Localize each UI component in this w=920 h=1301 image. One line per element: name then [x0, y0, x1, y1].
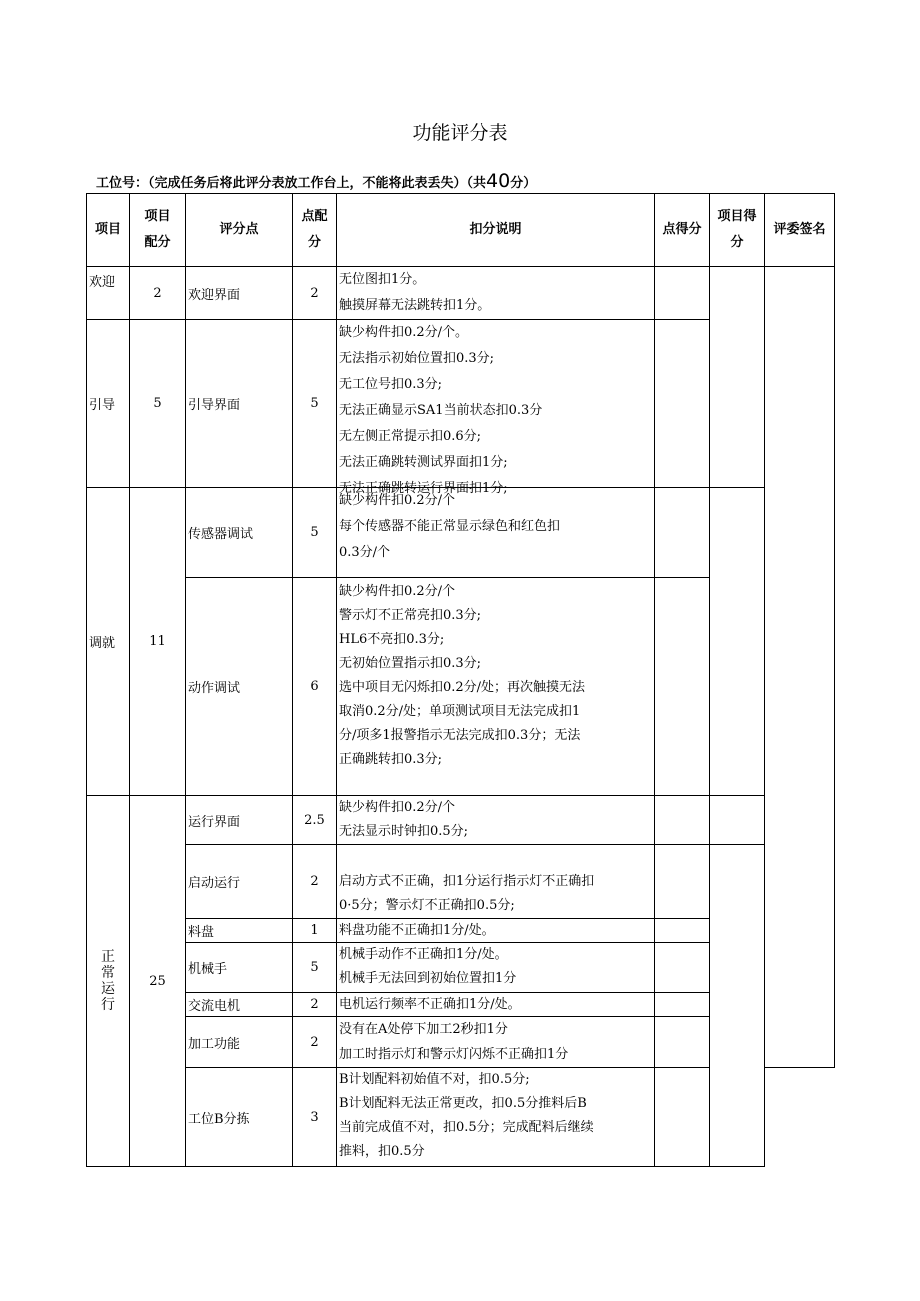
- desc-motor: [337, 993, 655, 1017]
- header-deduction: 扣分说明: [337, 194, 655, 267]
- subtitle-prefix: 工位号：（完成任务后将此评分表放工作台上，不能将此表丢失）（共: [96, 176, 487, 191]
- desc-line: 当前完成值不对，扣0.5分；完成配料后继续: [339, 1120, 594, 1135]
- desc-line: 电机运行频率不正确扣1分/处。: [339, 997, 521, 1012]
- desc-line: 取消0.2分/处；单项测试项目无法完成扣1: [339, 704, 581, 719]
- desc-line: 没有在A处停下加工2秒扣1分: [339, 1022, 508, 1037]
- desc-line: 无位图扣1分。: [339, 272, 426, 287]
- point-run-ui: 运行界面: [186, 796, 293, 845]
- point-got-cell[interactable]: [655, 578, 710, 796]
- desc-line: 缺少构件扣0.2分/个: [339, 493, 456, 508]
- desc-line: 加工时指示灯和警示灯闪烁不正确扣1分: [339, 1047, 569, 1062]
- item-got-cell[interactable]: [710, 796, 765, 845]
- header-item-score: 项目配分: [130, 194, 186, 267]
- point-got-cell[interactable]: [655, 796, 710, 845]
- item-got-cell[interactable]: [710, 267, 765, 488]
- point-run-ui-score: 2.5: [293, 796, 337, 845]
- desc-line: 正确跳转扣0.3分;: [339, 752, 443, 767]
- desc-robot: [337, 943, 655, 993]
- point-sensor: 传感器调试: [186, 488, 293, 578]
- header-row: [87, 194, 835, 267]
- judge-signature-cell[interactable]: [765, 267, 835, 1068]
- point-tray-score: 1: [293, 919, 337, 943]
- group-welcome-score: 2: [130, 267, 186, 320]
- group-debug: 调就: [87, 488, 130, 796]
- item-got-cell[interactable]: [710, 845, 765, 1167]
- point-motor-score: 2: [293, 993, 337, 1017]
- point-got-cell[interactable]: [655, 919, 710, 943]
- group-guide: 引导: [87, 320, 130, 488]
- desc-line: 启动方式不正确，扣1分运行指示灯不正确扣: [339, 874, 595, 889]
- desc-guide: [337, 320, 655, 496]
- desc-start: [337, 845, 655, 919]
- desc-line: 料盘功能不正确扣1分/处。: [339, 923, 495, 938]
- form-subtitle: [96, 170, 536, 192]
- desc-line: 无法指示初始位置扣0.3分;: [339, 351, 495, 366]
- point-start: 启动运行: [186, 845, 293, 919]
- point-got-cell[interactable]: [655, 488, 710, 578]
- desc-line: 分/项多1报警指示无法完成扣0.3分；无法: [339, 728, 581, 743]
- desc-line: 无左侧正常提示扣0.6分;: [339, 429, 482, 444]
- score-table: [86, 193, 835, 1167]
- point-welcome-score: 2: [293, 267, 337, 320]
- desc-line: 无法正确显示SA1当前状态扣0.3分: [339, 403, 543, 418]
- total-score: 40: [486, 170, 511, 192]
- group-run-score: 25: [130, 796, 186, 1167]
- point-got-cell[interactable]: [655, 267, 710, 320]
- desc-line: 缺少构件扣0.2分/个。: [339, 325, 469, 340]
- desc-line: HL6不亮扣0.3分;: [339, 632, 445, 647]
- table-row: [87, 845, 835, 919]
- header-item: 项目: [87, 194, 130, 267]
- point-process: 加工功能: [186, 1017, 293, 1068]
- subtitle-suffix: 分）: [510, 176, 537, 191]
- point-guide-score: 5: [293, 320, 337, 488]
- point-action-score: 6: [293, 578, 337, 796]
- desc-line: B计划配料无法正常更改，扣0.5分推料后B: [339, 1096, 587, 1111]
- table-row: [87, 267, 835, 320]
- point-motor: 交流电机: [186, 993, 293, 1017]
- header-item-got: 项目得分: [710, 194, 765, 267]
- point-got-cell[interactable]: [655, 1068, 710, 1167]
- desc-action: [337, 578, 655, 796]
- desc-line: 机械手无法回到初始位置扣1分: [339, 971, 517, 986]
- point-guide: 引导界面: [186, 320, 293, 488]
- point-got-cell[interactable]: [655, 943, 710, 993]
- desc-line: 0.3分/个: [339, 545, 391, 560]
- desc-line: 每个传感器不能正常显示绿色和红色扣: [339, 519, 561, 534]
- point-welcome: 欢迎界面: [186, 267, 293, 320]
- point-start-score: 2: [293, 845, 337, 919]
- group-run-label: 正常运行: [101, 949, 115, 1013]
- header-point-got: 点得分: [655, 194, 710, 267]
- group-run: [87, 796, 130, 1167]
- point-tray: 料盘: [186, 919, 293, 943]
- desc-line: 无工位号扣0.3分;: [339, 377, 443, 392]
- desc-sort-b: [337, 1068, 655, 1167]
- desc-welcome: [337, 267, 655, 320]
- desc-line: 缺少构件扣0.2分/个: [339, 800, 456, 815]
- desc-process: [337, 1017, 655, 1068]
- point-robot-score: 5: [293, 943, 337, 993]
- item-got-cell[interactable]: [710, 488, 765, 796]
- point-got-cell[interactable]: [655, 845, 710, 919]
- desc-line: 机械手动作不正确扣1分/处。: [339, 947, 508, 962]
- point-robot: 机械手: [186, 943, 293, 993]
- point-action: 动作调试: [186, 578, 293, 796]
- group-guide-score: 5: [130, 320, 186, 488]
- desc-line: 选中项目无闪烁扣0.2分/处；再次触摸无法: [339, 680, 586, 695]
- desc-line: 无法正确跳转测试界面扣1分;: [339, 455, 508, 470]
- point-got-cell[interactable]: [655, 320, 710, 488]
- header-judge: 评委签名: [765, 194, 835, 267]
- desc-line: 0·5分；警示灯不正确扣0.5分;: [339, 898, 515, 913]
- header-point: 评分点: [186, 194, 293, 267]
- point-sort-b-score: 3: [293, 1068, 337, 1167]
- desc-line: 无法正确跳转运行界面扣1分;: [339, 481, 508, 496]
- table-row: [87, 796, 835, 845]
- desc-line: 无法显示时钟扣0.5分;: [339, 824, 469, 839]
- group-welcome: 欢迎: [87, 267, 130, 320]
- desc-line: B计划配料初始值不对，扣0.5分;: [339, 1072, 530, 1087]
- group-debug-score: 11: [130, 488, 186, 796]
- page-title: 功能评分表: [412, 122, 508, 144]
- point-got-cell[interactable]: [655, 1017, 710, 1068]
- desc-line: 推料，扣0.5分: [339, 1144, 425, 1159]
- desc-line: 缺少构件扣0.2分/个: [339, 584, 456, 599]
- desc-line: 警示灯不正常亮扣0.3分;: [339, 608, 482, 623]
- header-point-score: 点配分: [293, 194, 337, 267]
- desc-run-ui: [337, 796, 655, 845]
- point-process-score: 2: [293, 1017, 337, 1068]
- point-got-cell[interactable]: [655, 993, 710, 1017]
- desc-line: 触摸屏幕无法跳转扣1分。: [339, 298, 491, 313]
- point-sensor-score: 5: [293, 488, 337, 578]
- point-sort-b: 工位B分拣: [186, 1068, 293, 1167]
- desc-tray: [337, 919, 655, 943]
- desc-line: 无初始位置指示扣0.3分;: [339, 656, 482, 671]
